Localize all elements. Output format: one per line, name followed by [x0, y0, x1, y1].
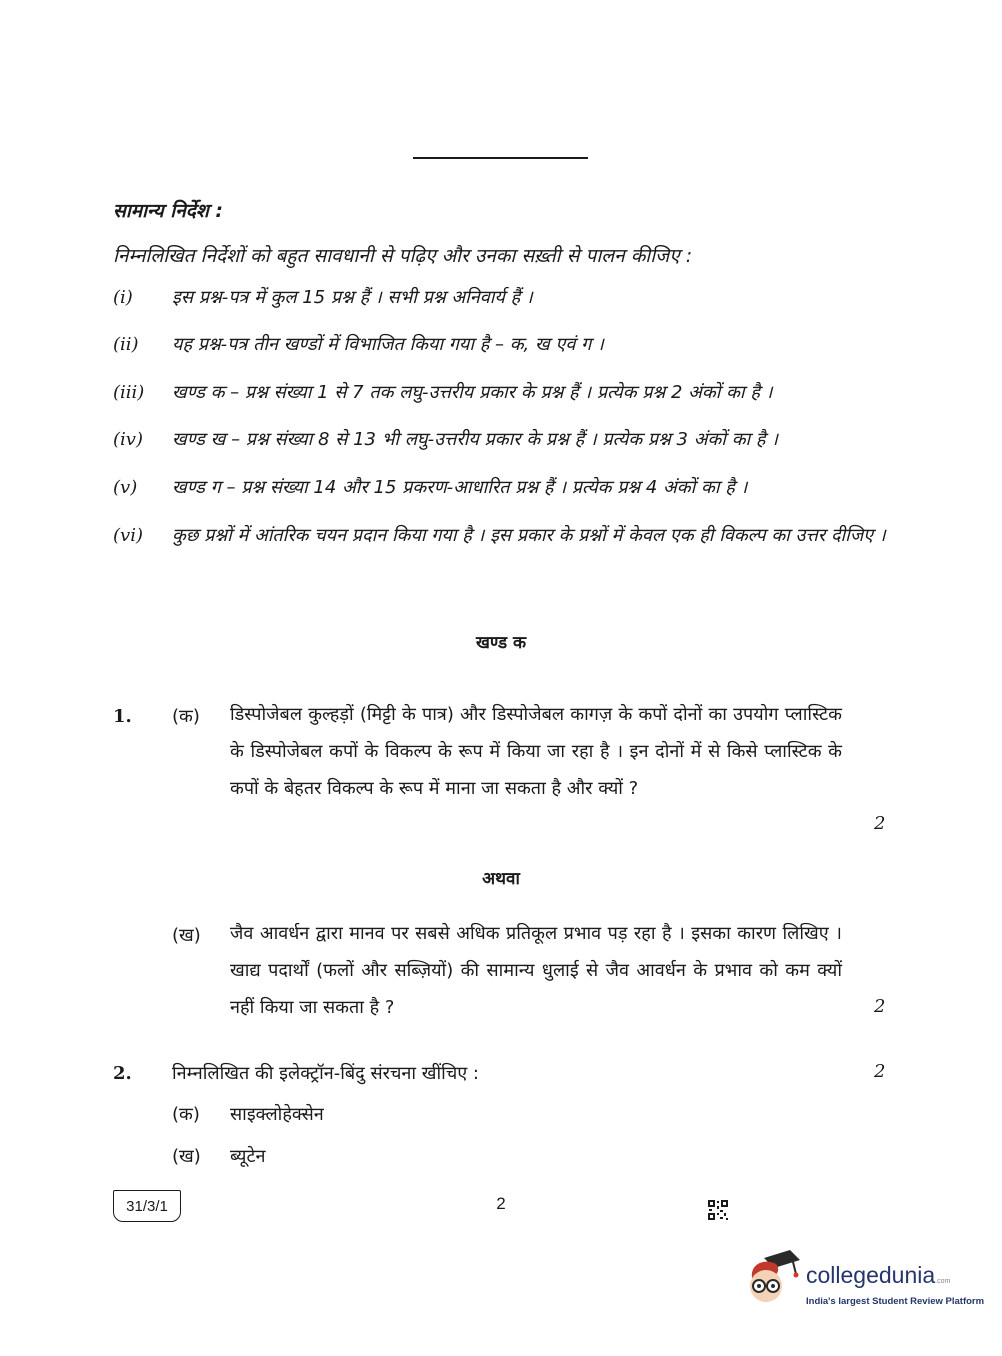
instruction-text: कुछ प्रश्नों में आंतरिक चयन प्रदान किया गया है । इस प्रकार के प्रश्नों में केवल एक ही विकल्प का उत्तर दीजिए । — [172, 525, 886, 546]
marks-label: 2 — [874, 1061, 886, 1082]
marks-label: 2 — [874, 813, 886, 834]
marks-label: 2 — [874, 996, 886, 1017]
instruction-text: इस प्रश्न-पत्र में कुल 15 प्रश्न हैं । सभी प्रश्न अनिवार्य हैं । — [172, 287, 533, 308]
option-label: (क) — [172, 1104, 200, 1125]
or-label: अथवा — [482, 869, 520, 889]
question-number: 2. — [113, 1063, 132, 1084]
section-title: खण्ड क — [475, 633, 527, 653]
paper-code: 31/3/1 — [126, 1197, 168, 1215]
instruction-number: (vi) — [113, 525, 143, 546]
instruction-text: खण्ड क – प्रश्न संख्या 1 से 7 तक लघु-उत्तरीय प्रकार के प्रश्न हैं । प्रत्येक प्रश्न 2 अंकों का है । — [172, 382, 773, 403]
option-label: (ख) — [172, 1146, 201, 1167]
logo-name-text: collegedunia — [806, 1262, 936, 1288]
logo-domain: .com — [935, 1278, 951, 1285]
logo-name — [806, 1262, 950, 1289]
top-rule — [413, 157, 588, 159]
option-text: ब्यूटेन — [230, 1146, 266, 1167]
instruction-number: (iv) — [113, 429, 143, 450]
question-part-label: (क) — [172, 706, 200, 727]
instruction-number: (i) — [113, 287, 133, 308]
question-part-text: जैव आवर्धन द्वारा मानव पर सबसे अधिक प्रतिकूल प्रभाव पड़ रहा है । इसका कारण लिखिए । खाद्य पदार्थों (फलों और सब्ज़ियों) की सामान्य धुलाई से जैव आवर्धन के प्रभाव को कम क्यों नहीं किया जा सकता है ? — [230, 923, 842, 1018]
page-number: 2 — [496, 1194, 506, 1213]
instruction-text: यह प्रश्न-पत्र तीन खण्डों में विभाजित किया गया है – क, ख एवं ग । — [172, 334, 604, 355]
instruction-text: खण्ड ग – प्रश्न संख्या 14 और 15 प्रकरण-आधारित प्रश्न हैं । प्रत्येक प्रश्न 4 अंकों का है । — [172, 477, 748, 498]
instruction-text: खण्ड ख – प्रश्न संख्या 8 से 13 भी लघु-उत्तरीय प्रकार के प्रश्न हैं । प्रत्येक प्रश्न 3 अंकों का है । — [172, 429, 779, 450]
instruction-number: (v) — [113, 477, 138, 498]
instruction-number: (iii) — [113, 382, 145, 403]
question-part-label: (ख) — [172, 925, 201, 946]
collegedunia-mascot-icon — [744, 1248, 802, 1306]
option-text: साइक्लोहेक्सेन — [230, 1104, 324, 1125]
general-instructions-heading: सामान्य निर्देश : — [113, 200, 223, 222]
question-number: 1. — [113, 706, 132, 727]
instructions-intro: निम्नलिखित निर्देशों को बहुत सावधानी से पढ़िए और उनका सख़्ती से पालन कीजिए : — [113, 245, 693, 267]
instruction-number: (ii) — [113, 334, 139, 355]
logo-tagline: India's largest Student Review Platform — [806, 1296, 985, 1307]
question-part-text: डिस्पोजेबल कुल्हड़ों (मिट्टी के पात्र) और डिस्पोजेबल कागज़ के कपों दोनों का उपयोग प्लास्टिक के डिस्पोजेबल कपों के विकल्प के रूप में किया जा रहा है । इन दोनों में से किसे प्लास्टिक के कपों के बेहतर विकल्प के रूप में माना जा सकता है और क्यों ? — [230, 704, 842, 799]
qr-code-icon — [707, 1199, 729, 1221]
question-text: निम्नलिखित की इलेक्ट्रॉन-बिंदु संरचना खींचिए : — [172, 1063, 479, 1084]
